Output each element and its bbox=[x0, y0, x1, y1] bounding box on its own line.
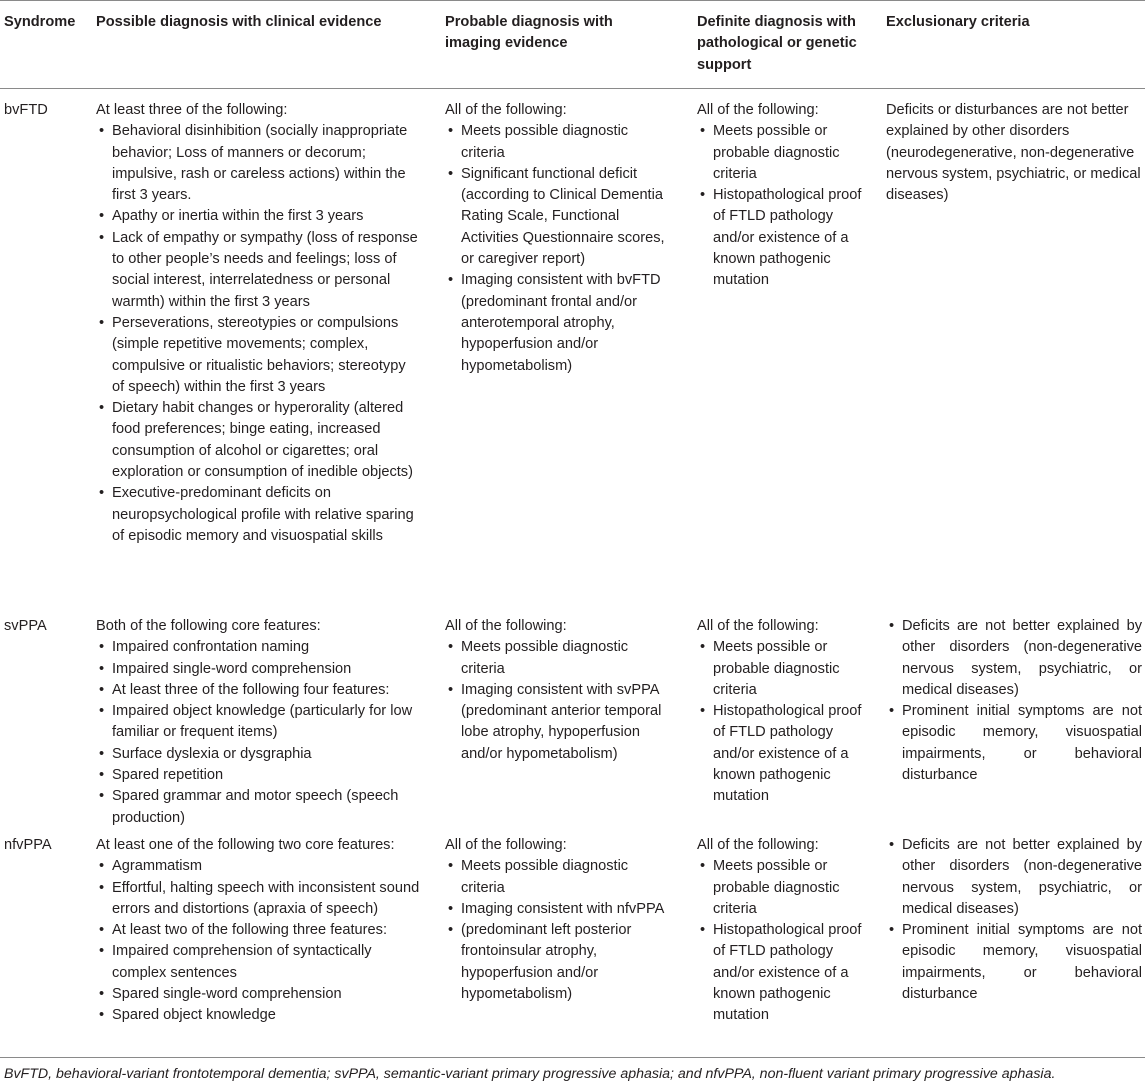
list-item: • Lack of empathy or sympathy (loss of response to other people’s needs and feelings; loss of social interest, interrelatedness or personal warmth) within the first 3 years bbox=[96, 228, 421, 313]
criteria-list bbox=[445, 856, 675, 1005]
criteria-list bbox=[697, 637, 862, 807]
list-item: • Perseverations, stereotypies or compulsions (simple repetitive movements; complex, compulsive or ritualistic behaviors; stereotypy of speech) within the first 3 years bbox=[96, 313, 421, 398]
list-item: • (predominant left posterior frontoinsular atrophy, hypoperfusion and/or hypometabolism) bbox=[445, 920, 675, 1005]
table-bottom-rule bbox=[0, 1057, 1145, 1058]
cell-intro: All of the following: bbox=[445, 618, 567, 634]
table-row-nfvppa-syndrome bbox=[4, 835, 94, 856]
table-row-bvftd-syndrome bbox=[4, 100, 94, 121]
syndrome-label: svPPA bbox=[4, 618, 47, 634]
list-item: • Imaging consistent with nfvPPA bbox=[445, 899, 675, 920]
list-item: • Agrammatism bbox=[96, 856, 421, 877]
bvftd-exclusion-cell bbox=[886, 100, 1142, 206]
header-bottom-rule bbox=[0, 88, 1145, 89]
list-item: • Imaging consistent with bvFTD (predominant frontal and/or anterotemporal atrophy, hypoperfusion and/or hypometabolism) bbox=[445, 270, 675, 376]
bvftd-possible-cell bbox=[96, 100, 421, 547]
table-footnote: BvFTD, behavioral-variant frontotemporal dementia; svPPA, semantic-variant primary progressive aphasia; and nfvPPA, non-fluent variant primary progressive aphasia. bbox=[4, 1066, 1056, 1082]
header-label: Definite diagnosis with pathological or genetic support bbox=[697, 14, 857, 73]
list-item: • Spared grammar and motor speech (speech production) bbox=[96, 786, 421, 829]
svppa-possible-cell bbox=[96, 616, 421, 829]
svppa-definite-cell bbox=[697, 616, 862, 808]
criteria-list bbox=[96, 121, 421, 547]
syndrome-label: bvFTD bbox=[4, 102, 48, 118]
cell-intro: All of the following: bbox=[697, 102, 819, 118]
list-item: • Imaging consistent with svPPA (predominant anterior temporal lobe atrophy, hypoperfusion and/or hypometabolism) bbox=[445, 680, 675, 765]
list-item: • Apathy or inertia within the first 3 years bbox=[96, 206, 421, 227]
list-item: • Meets possible or probable diagnostic criteria bbox=[697, 637, 862, 701]
criteria-list bbox=[886, 616, 1142, 786]
cell-intro: At least one of the following two core features: bbox=[96, 837, 395, 853]
list-item: • Deficits are not better explained by other disorders (non-degenerative nervous system, psychiatric, or medical diseases) bbox=[886, 835, 1142, 920]
list-item: • Impaired confrontation naming bbox=[96, 637, 421, 658]
list-item: • Meets possible diagnostic criteria bbox=[445, 856, 675, 899]
bvftd-definite-cell bbox=[697, 100, 862, 292]
header-definite bbox=[697, 12, 857, 76]
syndrome-label: nfvPPA bbox=[4, 837, 52, 853]
nfvppa-exclusion-cell bbox=[886, 835, 1142, 1005]
header-label: Possible diagnosis with clinical evidence bbox=[96, 14, 382, 30]
list-item: • Impaired object knowledge (particularly for low familiar or frequent items) bbox=[96, 701, 421, 744]
cell-intro: All of the following: bbox=[697, 837, 819, 853]
list-item: • At least two of the following three features: bbox=[96, 920, 421, 941]
list-item: • Effortful, halting speech with inconsistent sound errors and distortions (apraxia of speech) bbox=[96, 878, 421, 921]
criteria-list bbox=[697, 121, 862, 291]
list-item: • Meets possible diagnostic criteria bbox=[445, 121, 675, 164]
cell-intro: Deficits or disturbances are not better explained by other disorders (neurodegenerative, non-degenerative nervous system, psychiatric, or medical diseases) bbox=[886, 102, 1141, 204]
list-item: • Histopathological proof of FTLD pathology and/or existence of a known pathogenic mutation bbox=[697, 185, 862, 291]
list-item: • At least three of the following four features: bbox=[96, 680, 421, 701]
criteria-list bbox=[445, 121, 675, 377]
header-possible bbox=[96, 12, 421, 33]
criteria-list bbox=[886, 835, 1142, 1005]
list-item: • Spared single-word comprehension bbox=[96, 984, 421, 1005]
list-item: • Meets possible diagnostic criteria bbox=[445, 637, 675, 680]
header-exclusionary bbox=[886, 12, 1142, 33]
criteria-list bbox=[96, 856, 421, 1026]
nfvppa-possible-cell bbox=[96, 835, 421, 1027]
header-syndrome bbox=[4, 12, 94, 33]
table-top-rule bbox=[0, 0, 1145, 1]
list-item: • Surface dyslexia or dysgraphia bbox=[96, 744, 421, 765]
cell-intro: Both of the following core features: bbox=[96, 618, 321, 634]
list-item: • Prominent initial symptoms are not episodic memory, visuospatial impairments, or behavioral disturbance bbox=[886, 920, 1142, 1005]
svppa-exclusion-cell bbox=[886, 616, 1142, 786]
list-item: • Prominent initial symptoms are not episodic memory, visuospatial impairments, or behavioral disturbance bbox=[886, 701, 1142, 786]
list-item: • Dietary habit changes or hyperorality (altered food preferences; binge eating, increased consumption of alcohol or cigarettes; oral exploration or consumption of inedible objects) bbox=[96, 398, 421, 483]
list-item: • Behavioral disinhibition (socially inappropriate behavior; Loss of manners or decorum; impulsive, rash or careless actions) within the first 3 years. bbox=[96, 121, 421, 206]
list-item: • Significant functional deficit (according to Clinical Dementia Rating Scale, Functional Activities Questionnaire scores, or caregiver report) bbox=[445, 164, 675, 270]
bvftd-probable-cell bbox=[445, 100, 675, 377]
header-probable bbox=[445, 12, 645, 55]
list-item: • Histopathological proof of FTLD pathology and/or existence of a known pathogenic mutation bbox=[697, 701, 862, 807]
nfvppa-definite-cell bbox=[697, 835, 862, 1027]
list-item: • Executive-predominant deficits on neuropsychological profile with relative sparing of episodic memory and visuospatial skills bbox=[96, 483, 421, 547]
list-item: • Meets possible or probable diagnostic criteria bbox=[697, 856, 862, 920]
criteria-list bbox=[445, 637, 675, 765]
list-item: • Impaired single-word comprehension bbox=[96, 659, 421, 680]
cell-intro: All of the following: bbox=[445, 102, 567, 118]
list-item: • Meets possible or probable diagnostic criteria bbox=[697, 121, 862, 185]
header-label: Syndrome bbox=[4, 14, 76, 30]
table-row-svppa-syndrome bbox=[4, 616, 94, 637]
list-item: • Deficits are not better explained by other disorders (non-degenerative nervous system, psychiatric, or medical diseases) bbox=[886, 616, 1142, 701]
criteria-list bbox=[697, 856, 862, 1026]
list-item: • Spared object knowledge bbox=[96, 1005, 421, 1026]
list-item: • Impaired comprehension of syntactically complex sentences bbox=[96, 941, 421, 984]
list-item: • Histopathological proof of FTLD pathology and/or existence of a known pathogenic mutation bbox=[697, 920, 862, 1026]
header-label: Probable diagnosis with imaging evidence bbox=[445, 14, 613, 52]
header-label: Exclusionary criteria bbox=[886, 14, 1030, 30]
cell-intro: At least three of the following: bbox=[96, 102, 288, 118]
cell-intro: All of the following: bbox=[697, 618, 819, 634]
svppa-probable-cell bbox=[445, 616, 675, 765]
criteria-list bbox=[96, 637, 421, 829]
nfvppa-probable-cell bbox=[445, 835, 675, 1005]
cell-intro: All of the following: bbox=[445, 837, 567, 853]
list-item: • Spared repetition bbox=[96, 765, 421, 786]
